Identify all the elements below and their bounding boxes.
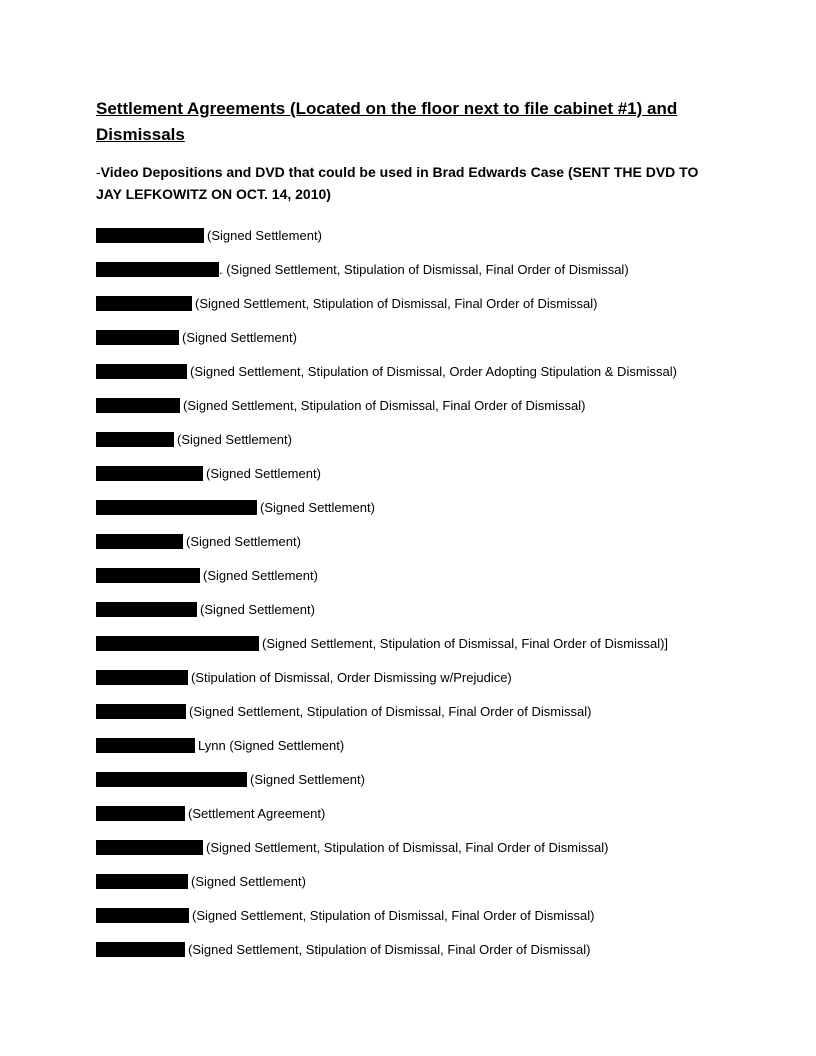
entry-text: (Signed Settlement) — [206, 465, 321, 481]
entry-text: (Signed Settlement, Stipulation of Dismissal, Final Order of Dismissal) — [192, 907, 595, 923]
list-item — [96, 388, 776, 422]
redaction-bar — [96, 262, 219, 277]
entry-text: (Signed Settlement) — [207, 227, 322, 243]
entry-text: (Stipulation of Dismissal, Order Dismissing w/Prejudice) — [191, 669, 512, 685]
entry-text: . (Signed Settlement, Stipulation of Dismissal, Final Order of Dismissal) — [219, 261, 629, 277]
redaction-bar — [96, 738, 195, 753]
entry-text: (Signed Settlement) — [182, 329, 297, 345]
redaction-bar — [96, 636, 259, 651]
redaction-bar — [96, 942, 185, 957]
entry-text: (Signed Settlement, Stipulation of Dismissal, Final Order of Dismissal) — [183, 397, 586, 413]
redaction-bar — [96, 840, 203, 855]
list-item — [96, 660, 776, 694]
list-item — [96, 728, 776, 762]
redaction-bar — [96, 534, 183, 549]
page-title: Settlement Agreements (Located on the floor next to file cabinet #1) and Dismissals — [96, 99, 678, 144]
redaction-bar — [96, 500, 257, 515]
redaction-bar — [96, 432, 174, 447]
list-item — [96, 864, 776, 898]
list-item — [96, 762, 776, 796]
list-item — [96, 524, 776, 558]
list-item — [96, 558, 776, 592]
list-item — [96, 898, 776, 932]
entry-text: (Signed Settlement, Stipulation of Dismissal, Order Adopting Stipulation & Dismissal) — [190, 363, 677, 379]
list-item — [96, 456, 776, 490]
entry-text: (Signed Settlement) — [250, 771, 365, 787]
redaction-bar — [96, 704, 186, 719]
list-item — [96, 932, 776, 966]
redaction-bar — [96, 806, 185, 821]
entry-text: (Signed Settlement, Stipulation of Dismissal, Final Order of Dismissal) — [189, 703, 592, 719]
list-item — [96, 218, 776, 252]
list-item — [96, 830, 776, 864]
list-item — [96, 626, 776, 660]
entry-text: (Signed Settlement) — [200, 601, 315, 617]
entry-text: (Signed Settlement) — [177, 431, 292, 447]
settlement-list — [96, 218, 776, 966]
entry-text: (Settlement Agreement) — [188, 805, 326, 821]
entry-text: (Signed Settlement, Stipulation of Dismissal, Final Order of Dismissal)] — [262, 635, 669, 651]
redaction-bar — [96, 398, 180, 413]
list-item — [96, 252, 776, 286]
entry-text: (Signed Settlement) — [186, 533, 301, 549]
list-item — [96, 796, 776, 830]
entry-text: (Signed Settlement, Stipulation of Dismissal, Final Order of Dismissal) — [195, 295, 598, 311]
redaction-bar — [96, 330, 179, 345]
entry-text: (Signed Settlement) — [203, 567, 318, 583]
redaction-bar — [96, 670, 188, 685]
list-item — [96, 490, 776, 524]
redaction-bar — [96, 568, 200, 583]
redaction-bar — [96, 772, 247, 787]
redaction-bar — [96, 228, 204, 243]
subheading — [96, 161, 726, 205]
subheading-text: Video Depositions and DVD that could be used in Brad Edwards Case (SENT THE DVD TO JAY LEFKOWITZ ON OCT. 14, 2010) — [96, 164, 699, 202]
entry-text: Lynn (Signed Settlement) — [198, 737, 345, 753]
redaction-bar — [96, 296, 192, 311]
list-item — [96, 422, 776, 456]
entry-text: (Signed Settlement, Stipulation of Dismissal, Final Order of Dismissal) — [206, 839, 609, 855]
list-item — [96, 592, 776, 626]
list-item — [96, 320, 776, 354]
list-item — [96, 694, 776, 728]
list-item — [96, 286, 776, 320]
redaction-bar — [96, 364, 187, 379]
entry-text: (Signed Settlement) — [191, 873, 306, 889]
entry-text: (Signed Settlement, Stipulation of Dismissal, Final Order of Dismissal) — [188, 941, 591, 957]
redaction-bar — [96, 466, 203, 481]
redaction-bar — [96, 874, 188, 889]
subheading-dash: - — [96, 164, 101, 180]
redaction-bar — [96, 602, 197, 617]
entry-text: (Signed Settlement) — [260, 499, 375, 515]
redaction-bar — [96, 908, 189, 923]
list-item — [96, 354, 776, 388]
